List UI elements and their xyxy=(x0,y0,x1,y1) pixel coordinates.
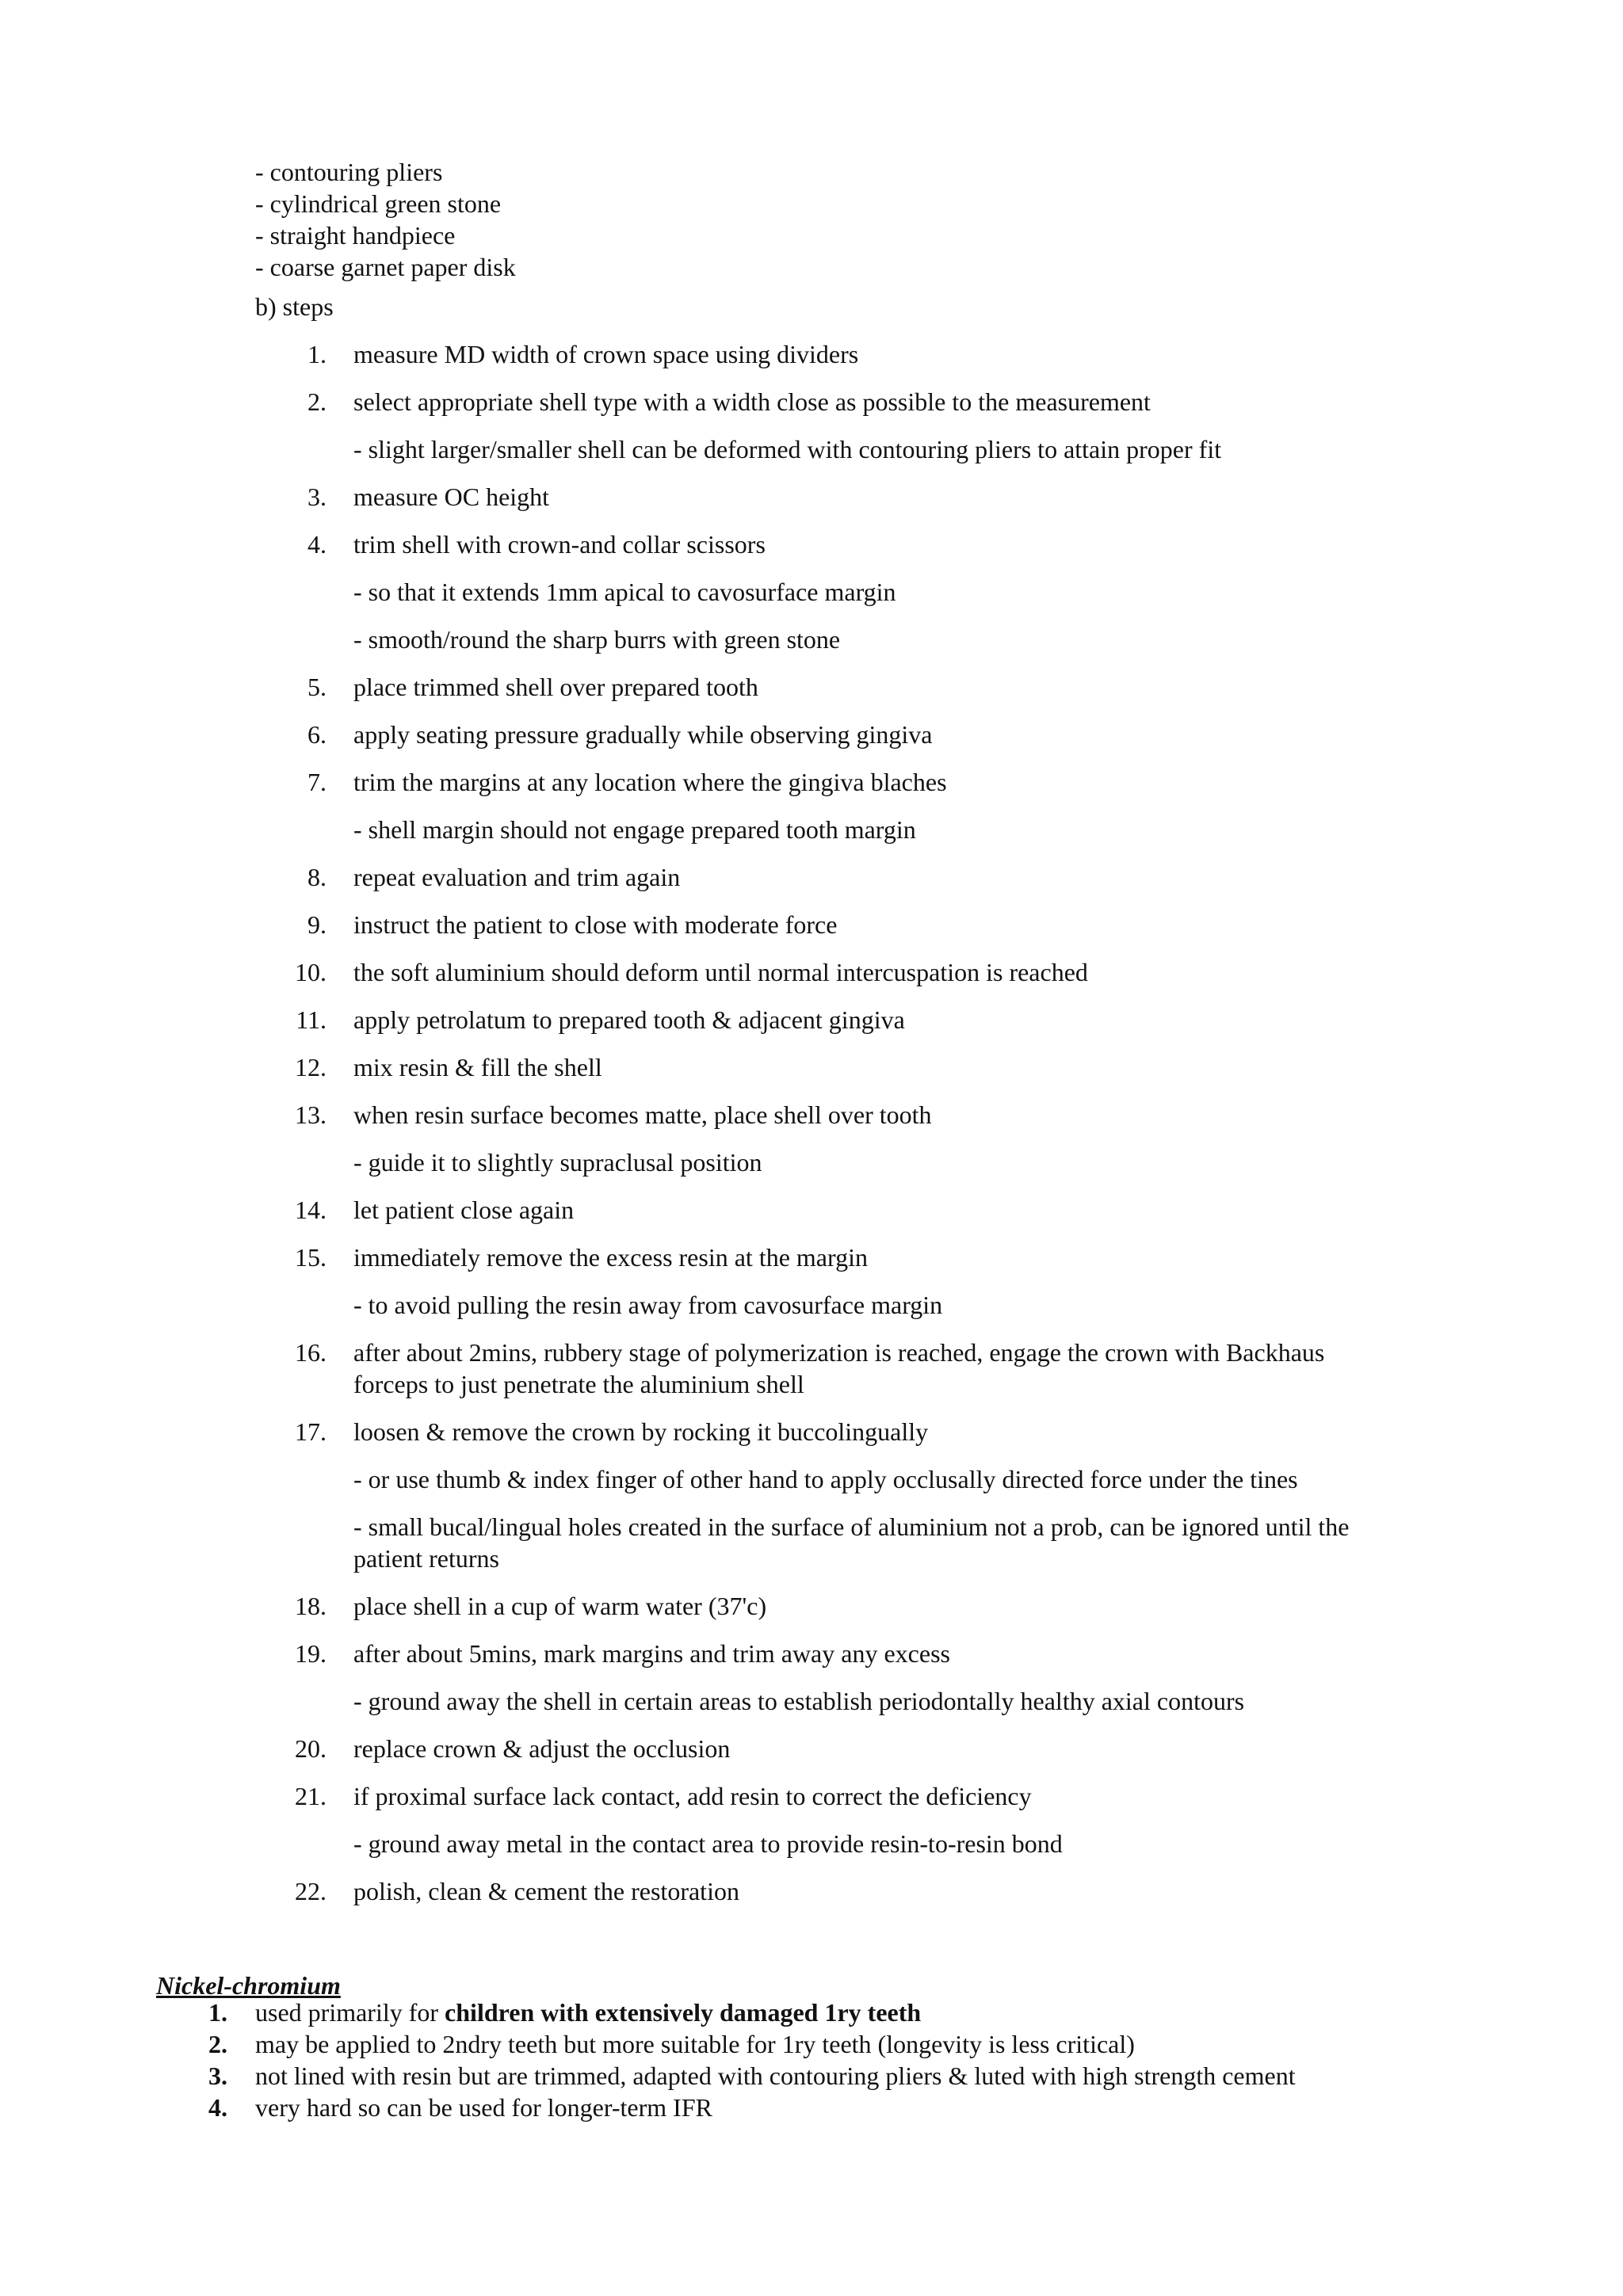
step-number: 19. xyxy=(295,1639,327,1668)
step-number: 21. xyxy=(295,1782,327,1810)
step-text: polish, clean & cement the restoration xyxy=(353,1877,739,1905)
material-item: - straight handpiece xyxy=(255,221,456,250)
step-text: mix resin & fill the shell xyxy=(353,1053,602,1081)
step-text: measure MD width of crown space using dividers xyxy=(353,340,859,368)
step-text: replace crown & adjust the occlusion xyxy=(353,1734,731,1763)
step-text: if proximal surface lack contact, add resin to correct the deficiency xyxy=(353,1782,1032,1810)
step-subnote: - shell margin should not engage prepared tooth margin xyxy=(353,815,916,844)
material-item: - cylindrical green stone xyxy=(255,189,502,218)
step-number: 12. xyxy=(295,1053,327,1081)
step-number: 16. xyxy=(295,1338,327,1367)
step-number: 10. xyxy=(295,958,327,986)
step-text: instruct the patient to close with moderate force xyxy=(353,910,838,939)
step-text: apply petrolatum to prepared tooth & adjacent gingiva xyxy=(353,1005,905,1034)
step-subnote: - smooth/round the sharp burrs with green stone xyxy=(353,625,841,654)
step-text: place shell in a cup of warm water (37'c) xyxy=(353,1592,767,1620)
step-number: 1. xyxy=(307,340,327,368)
nickel-item-number: 4. xyxy=(208,2093,227,2122)
step-number: 8. xyxy=(307,863,327,891)
step-text: select appropriate shell type with a width close as possible to the measurement xyxy=(353,387,1151,416)
nickel-item-text: may be applied to 2ndry teeth but more suitable for 1ry teeth (longevity is less critical) xyxy=(255,2030,1135,2058)
step-number: 7. xyxy=(307,768,327,796)
nickel-item-text: used primarily for children with extensively damaged 1ry teeth xyxy=(255,1998,922,2027)
step-text: trim shell with crown-and collar scissors xyxy=(353,530,766,559)
nickel-item-text: very hard so can be used for longer-term IFR xyxy=(255,2093,712,2122)
step-text: place trimmed shell over prepared tooth xyxy=(353,673,758,701)
step-subnote: - small bucal/lingual holes created in the surface of aluminium not a prob, can be ignored until the xyxy=(353,1512,1350,1541)
step-text: the soft aluminium should deform until normal intercuspation is reached xyxy=(353,958,1088,986)
step-number: 11. xyxy=(296,1005,327,1034)
step-text: immediately remove the excess resin at the margin xyxy=(353,1243,868,1272)
step-subnote: - ground away metal in the contact area to provide resin-to-resin bond xyxy=(353,1829,1063,1858)
step-text: trim the margins at any location where the gingiva blaches xyxy=(353,768,947,796)
step-subnote: - slight larger/smaller shell can be deformed with contouring pliers to attain proper fit xyxy=(353,435,1222,463)
nickel-item-text: not lined with resin but are trimmed, adapted with contouring pliers & luted with high strength cement xyxy=(255,2061,1296,2090)
step-number: 14. xyxy=(295,1196,327,1224)
step-subnote-continued: patient returns xyxy=(353,1544,499,1573)
step-subnote: - so that it extends 1mm apical to cavosurface margin xyxy=(353,578,896,606)
step-text-continued: forceps to just penetrate the aluminium shell xyxy=(353,1370,804,1398)
step-number: 4. xyxy=(307,530,327,559)
step-text: measure OC height xyxy=(353,482,550,511)
nickel-item-number: 3. xyxy=(208,2061,227,2090)
step-number: 20. xyxy=(295,1734,327,1763)
step-number: 5. xyxy=(307,673,327,701)
step-text: repeat evaluation and trim again xyxy=(353,863,681,891)
step-subnote: - or use thumb & index finger of other hand to apply occlusally directed force under the tines xyxy=(353,1465,1298,1493)
step-text: after about 2mins, rubbery stage of polymerization is reached, engage the crown with Backhaus xyxy=(353,1338,1325,1367)
step-number: 2. xyxy=(307,387,327,416)
step-number: 9. xyxy=(307,910,327,939)
step-number: 13. xyxy=(295,1100,327,1129)
step-number: 6. xyxy=(307,720,327,749)
step-number: 18. xyxy=(295,1592,327,1620)
step-text: after about 5mins, mark margins and trim away any excess xyxy=(353,1639,950,1668)
step-number: 17. xyxy=(295,1417,327,1446)
step-text: loosen & remove the crown by rocking it buccolingually xyxy=(353,1417,929,1446)
nickel-item-emphasis: children with extensively damaged 1ry teeth xyxy=(445,1998,922,2027)
step-subnote: - to avoid pulling the resin away from cavosurface margin xyxy=(353,1291,943,1319)
step-subnote: - guide it to slightly supraclusal position xyxy=(353,1148,762,1177)
step-number: 3. xyxy=(307,482,327,511)
material-item: - contouring pliers xyxy=(255,158,443,186)
step-text: let patient close again xyxy=(353,1196,575,1224)
material-item: - coarse garnet paper disk xyxy=(255,253,516,281)
nickel-item-number: 2. xyxy=(208,2030,227,2058)
steps-heading: b) steps xyxy=(255,292,334,321)
step-text: apply seating pressure gradually while observing gingiva xyxy=(353,720,933,749)
section-heading-nickel-chromium: Nickel-chromium xyxy=(156,1971,341,2000)
nickel-item-number: 1. xyxy=(208,1998,227,2027)
step-subnote: - ground away the shell in certain areas to establish periodontally healthy axial contours xyxy=(353,1687,1245,1715)
step-number: 15. xyxy=(295,1243,327,1272)
step-number: 22. xyxy=(295,1877,327,1905)
step-text: when resin surface becomes matte, place shell over tooth xyxy=(353,1100,932,1129)
